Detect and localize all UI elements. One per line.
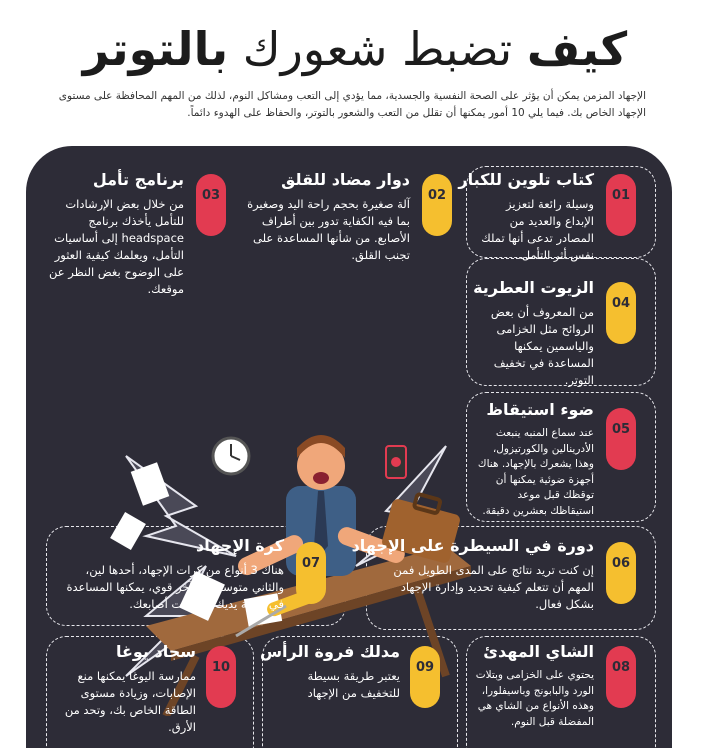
item-04 (474, 276, 594, 389)
item-10-text: ممارسة اليوغا يمكنها منع الإصابات، وزيادة مستوى الطاقة الخاص بك، وتحد من الأرق. (64, 669, 196, 734)
item-01-title: كتاب تلوين للكبار (458, 170, 594, 189)
item-09-text: يعتبر طريقة بسيطة للتخفيف من الإجهاد (307, 669, 400, 700)
item-05 (472, 398, 594, 519)
number-badge-10: 10 (206, 646, 236, 708)
content-panel (26, 146, 672, 748)
item-05-title: ضوء استيقاظ (486, 400, 594, 419)
number-badge-06: 06 (606, 542, 636, 604)
item-02-title: دوار مضاد للقلق (281, 170, 410, 189)
number-badge-07: 07 (296, 542, 326, 604)
title-light-part: تضبط شعورك (242, 22, 513, 76)
item-05-text: عند سماع المنبه ينبعث الأدرينالين والكورتيزول، وهذا يشعرك بالإجهاد. هناك أجهزة ضوئية يمكنها أن توقظك قبل موعد استيقاظك بعشرين دقيقة. (477, 427, 594, 517)
number-badge-01: 01 (606, 174, 636, 236)
number-badge-09: 09 (410, 646, 440, 708)
item-02 (240, 168, 410, 264)
title-bold-start: كيف (526, 22, 628, 76)
page-title (60, 18, 650, 80)
item-07 (52, 534, 284, 613)
item-06 (351, 534, 594, 613)
item-06-text: إن كنت تريد نتائج على المدى الطويل فمن المهم أن تتعلم كيفية تحديد وإدارة الإجهاد بشكل فعال. (393, 563, 594, 611)
item-08-text: يحتوي على الخزامى وبتلات الورد والبابونج وباسيفلورا، وهذه الأنواع من الشاي هي المفضلة قبل النوم. (475, 669, 594, 728)
item-08-title: الشاي المهدئ (483, 642, 594, 661)
item-06-title: دورة في السيطرة على الإجهاد (351, 536, 594, 555)
item-04-title: الزيوت العطرية (473, 278, 594, 297)
number-badge-08: 08 (606, 646, 636, 708)
number-badge-04: 04 (606, 282, 636, 344)
item-07-title: كرة الإجهاد (196, 536, 284, 555)
item-09-title: مدلك فروة الرأس (259, 642, 400, 661)
title-bold-end: بالتوتر (82, 22, 229, 76)
clock-icon (213, 438, 249, 474)
item-01 (458, 168, 594, 264)
item-03-text: من خلال بعض الإرشادات للتأمل يأخذك برنامج headspace إلى أساسيات التأمل، ويعلمك كيفية العثور على الوضوح بغض النظر عن موقعك. (48, 197, 184, 296)
item-03 (44, 168, 184, 298)
item-01-text: وسيلة رائعة لتعزيز الإبداع والعديد من المصادر تدعى أنها تملك نفس أثر التأمل. (481, 197, 594, 262)
item-07-text: هناك 3 أنواع من كرات الإجهاد، أحدها لين، والثاني متوسط، والآخر قوي، يمكنها المساعدة في تقوية يديك وعضلات أصابعك. (66, 563, 284, 611)
item-09 (259, 640, 400, 702)
intro-paragraph: الإجهاد المزمن يمكن أن يؤثر على الصحة النفسية والجسدية، مما يؤدي إلى التعب ومشاكل النوم، لذلك من المهم المحافظة على مستوى الإجهاد الخاص بك. فيما يلي 10 أمور يمكنها أن تقلل من التعب والشعور بالتوتر، والحفاظ على الهدوء دائماً. (58, 90, 646, 119)
item-04-text: من المعروف أن بعض الروائح مثل الخزامى والياسمين يمكنها المساعدة في تخفيف التوتر. (490, 305, 594, 387)
number-badge-03: 03 (196, 174, 226, 236)
phone-icon (386, 446, 406, 478)
item-10 (54, 640, 196, 736)
item-08 (470, 640, 594, 730)
item-02-text: آلة صغيرة بحجم راحة اليد وصغيرة بما فيه الكفاية تدور بين أطراف الأصابع. من شأنها المساعدة على تجنب القلق. (247, 197, 410, 262)
item-03-title: برنامج تأمل (92, 170, 184, 189)
number-badge-05: 05 (606, 408, 636, 470)
number-badge-02: 02 (422, 174, 452, 236)
item-10-title: سجاد يوغا (115, 642, 196, 661)
